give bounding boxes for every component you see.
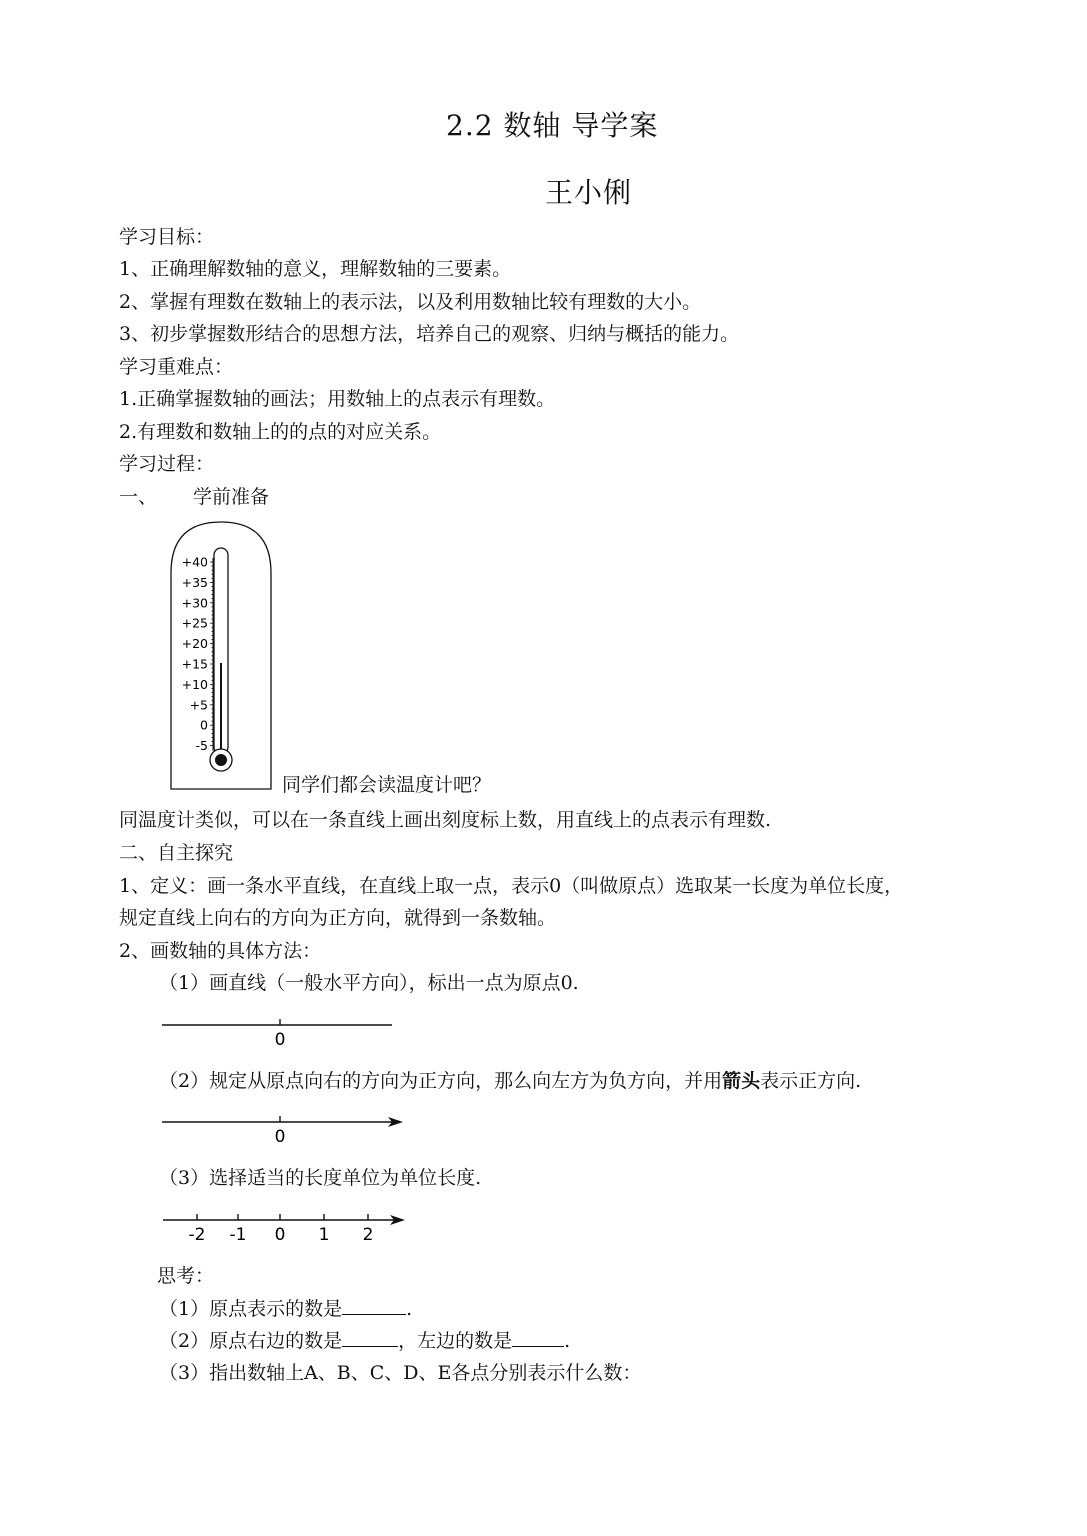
axis-label: 1 <box>318 1225 330 1245</box>
thermometer-label: 0 <box>200 717 208 733</box>
key-point-item: 1.正确掌握数轴的画法；用数轴上的点表示有理数。 <box>119 388 556 410</box>
question-1-text: （1）原点表示的数是 <box>159 1298 343 1320</box>
answer-blank[interactable] <box>512 1328 564 1347</box>
page-title: 2.2 数轴 导学案 <box>446 109 659 142</box>
question-2 <box>159 1328 570 1353</box>
question-3: （3）指出数轴上A、B、C、D、E各点分别表示什么数： <box>159 1362 642 1384</box>
number-line-with-arrow <box>160 1110 406 1146</box>
question-1-end: . <box>406 1298 413 1320</box>
author-name: 王小俐 <box>545 176 633 209</box>
thermometer-label: +5 <box>189 697 208 713</box>
think-heading: 思考： <box>157 1265 215 1287</box>
section1-number: 一、 <box>119 486 158 508</box>
axis-label: -2 <box>188 1225 206 1245</box>
goal-item: 3、初步掌握数形结合的思想方法，培养自己的观察、归纳与概括的能力。 <box>119 323 740 345</box>
definition-text: 1、定义：画一条水平直线，在直线上取一点，表示0（叫做原点）选取某一长度为单位长度， <box>119 875 904 897</box>
thermometer-label: +20 <box>181 636 208 652</box>
step3-text: （3）选择适当的长度单位为单位长度. <box>159 1167 482 1189</box>
thermometer-label: +30 <box>181 595 208 611</box>
axis-label: -1 <box>229 1225 247 1245</box>
thermometer-label: -5 <box>195 738 208 754</box>
thermometer-label: +40 <box>181 554 208 570</box>
question-1 <box>159 1296 412 1321</box>
thermometer-label: +15 <box>181 656 208 672</box>
step2-arrow-word: 箭头 <box>722 1070 761 1092</box>
goal-item: 1、正确理解数轴的意义，理解数轴的三要素。 <box>119 258 512 280</box>
number-line-plain <box>160 1013 400 1049</box>
section2-heading: 二、自主探究 <box>119 842 234 864</box>
definition-text-cont: 规定直线上向右的方向为正方向，就得到一条数轴。 <box>119 907 557 929</box>
step1-text: （1）画直线（一般水平方向），标出一点为原点0. <box>159 972 579 994</box>
key-point-item: 2.有理数和数轴上的的点的对应关系。 <box>119 421 442 443</box>
step2-text-end: 表示正方向. <box>760 1070 862 1092</box>
question-2-mid: ，左边的数是 <box>398 1330 513 1352</box>
process-heading: 学习过程： <box>119 453 215 475</box>
thermometer-caption: 同学们都会读温度计吧？ <box>282 774 492 796</box>
question-2-end: . <box>564 1330 571 1352</box>
answer-blank[interactable] <box>342 1328 398 1347</box>
key-points-heading: 学习重难点： <box>119 356 234 378</box>
section1-title: 学前准备 <box>193 486 270 508</box>
thermometer-label: +25 <box>181 615 208 631</box>
analogy-text: 同温度计类似，可以在一条直线上画出刻度标上数，用直线上的点表示有理数. <box>119 809 772 831</box>
method-heading: 2、画数轴的具体方法： <box>119 940 322 962</box>
goal-item: 2、掌握有理数在数轴上的表示法，以及利用数轴比较有理数的大小。 <box>119 291 702 313</box>
number-line-with-units <box>160 1208 408 1248</box>
step2-text-start: （2）规定从原点向右的方向为正方向，那么向左方为负方向，并用 <box>159 1070 723 1092</box>
question-2-text: （2）原点右边的数是 <box>159 1330 343 1352</box>
origin-label: 0 <box>274 1127 286 1146</box>
origin-label: 0 <box>274 1030 286 1049</box>
step2-text <box>159 1069 861 1093</box>
thermometer-label: +35 <box>181 574 208 590</box>
thermometer-figure <box>166 518 278 793</box>
axis-label: 0 <box>274 1225 286 1245</box>
goals-heading: 学习目标： <box>119 226 215 248</box>
answer-blank[interactable] <box>342 1296 406 1315</box>
axis-label: 2 <box>362 1225 374 1245</box>
thermometer-label: +10 <box>181 676 208 692</box>
